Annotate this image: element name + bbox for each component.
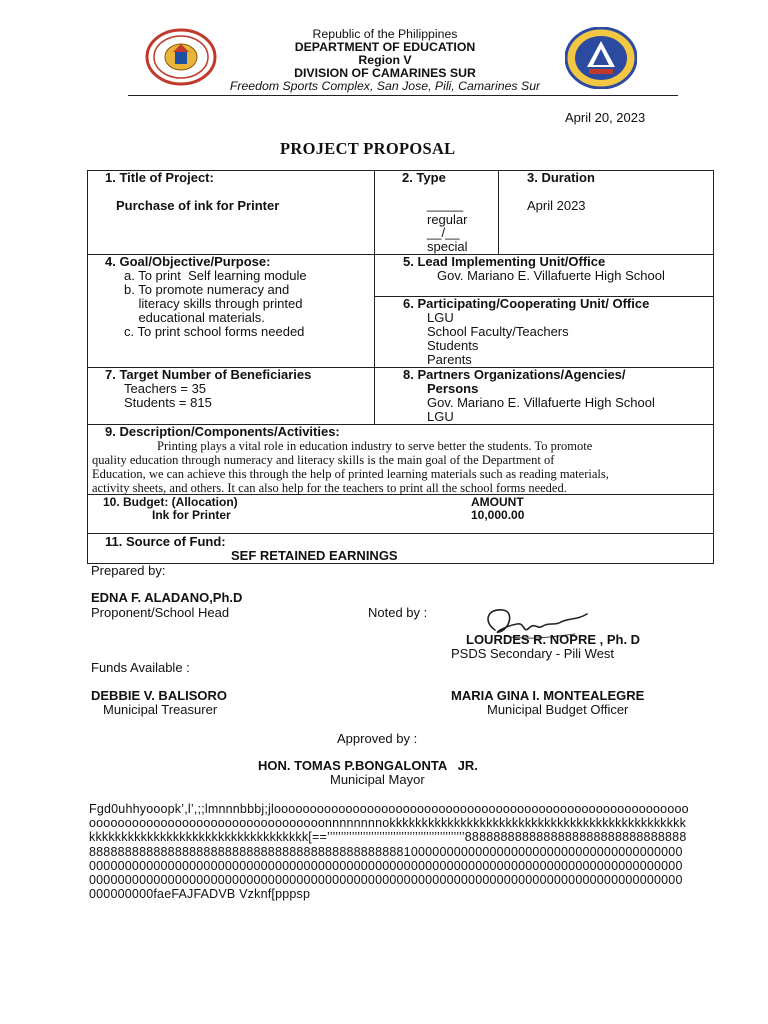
document-title: PROJECT PROPOSAL bbox=[280, 139, 456, 158]
goal-label: 4. Goal/Objective/Purpose: bbox=[105, 254, 271, 269]
description-line: Education, we can achieve this through the help of printed learning materials such as reading materials, bbox=[92, 467, 609, 481]
type-special: special bbox=[427, 239, 468, 254]
mayor-title: Municipal Mayor bbox=[330, 772, 425, 787]
type-regular: regular bbox=[427, 212, 468, 227]
description-line: activity sheets, and others. It can also help for the teachers to print all the school forms needed. bbox=[92, 481, 567, 495]
header-line-region: Region V bbox=[358, 53, 412, 67]
amount-value: 10,000.00 bbox=[471, 508, 525, 522]
partners-label-cont: Persons bbox=[427, 381, 479, 396]
participating-item: School Faculty/Teachers bbox=[427, 324, 569, 339]
title-of-project-label: 1. Title of Project: bbox=[105, 170, 214, 185]
goal-item: c. To print school forms needed bbox=[124, 324, 305, 339]
participating-label: 6. Participating/Cooperating Unit/ Office bbox=[403, 296, 650, 311]
duration-label: 3. Duration bbox=[527, 170, 595, 185]
budget-item: Ink for Printer bbox=[152, 508, 231, 522]
goal-item: literacy skills through printed bbox=[124, 296, 303, 311]
target-teachers: Teachers = 35 bbox=[124, 381, 207, 396]
participating-item: LGU bbox=[427, 310, 454, 325]
goal-item: b. To promote numeracy and bbox=[124, 282, 290, 297]
participating-item: Parents bbox=[427, 352, 472, 367]
type-special-checkmark: __/__ bbox=[427, 225, 460, 240]
header-line-department: DEPARTMENT OF EDUCATION bbox=[294, 40, 476, 54]
lead-label: 5. Lead Implementing Unit/Office bbox=[403, 254, 606, 269]
target-students: Students = 815 bbox=[124, 395, 212, 410]
description-line: quality education through numeracy and literacy skills is the main goal of the Department of bbox=[92, 453, 555, 467]
goal-item: educational materials. bbox=[124, 310, 265, 325]
fund-label: 11. Source of Fund: bbox=[105, 534, 226, 549]
description-label: 9. Description/Components/Activities: bbox=[105, 424, 340, 439]
document-date: April 20, 2023 bbox=[565, 110, 646, 125]
title-of-project-value: Purchase of ink for Printer bbox=[116, 198, 280, 213]
funds-available-label: Funds Available : bbox=[91, 660, 190, 675]
header-line-address: Freedom Sports Complex, San Jose, Pili, Camarines Sur bbox=[229, 79, 541, 93]
proponent-title: Proponent/School Head bbox=[91, 605, 230, 620]
partners-item: LGU bbox=[427, 409, 454, 424]
participating-item: Students bbox=[427, 338, 479, 353]
header-line-division: DIVISION OF CAMARINES SUR bbox=[294, 66, 476, 80]
mayor-name: HON. TOMAS P.BONGALONTA JR. bbox=[258, 758, 478, 773]
fund-value: SEF RETAINED EARNINGS bbox=[231, 548, 398, 563]
treasurer-name: DEBBIE V. BALISORO bbox=[91, 688, 228, 703]
lead-value: Gov. Mariano E. Villafuerte High School bbox=[437, 268, 665, 283]
header-line-republic: Republic of the Philippines bbox=[312, 27, 458, 41]
partners-label: 8. Partners Organizations/Agencies/ bbox=[403, 367, 626, 382]
goal-item: a. To print Self learning module bbox=[124, 268, 307, 283]
psds-name: LOURDES R. NOPRE , Ph. D bbox=[466, 632, 641, 647]
prepared-by-label: Prepared by: bbox=[91, 563, 166, 578]
budget-officer-name: MARIA GINA I. MONTEALEGRE bbox=[451, 688, 645, 703]
psds-title: PSDS Secondary - Pili West bbox=[451, 646, 615, 661]
amount-label: AMOUNT bbox=[471, 495, 524, 509]
type-regular-blank: _____ bbox=[427, 197, 464, 212]
approved-by-label: Approved by : bbox=[337, 731, 418, 746]
header-divider bbox=[128, 95, 678, 96]
garbled-text-block: Fgd0uhhyooopk’,l’,;;lmnnnbbbj;jlooooooooooooooooooooooooooooooooooooooooooooooooooooooooooooooooooooooooooooooooooooooooooonnnnnnnnokkkkkkkkkkkkkkkkkkkkkkkkkkkkkkkkkkkkkkkkkkkkkkkkkkkkkkkkkkkkkkkkkkkkkkkkkkkkkkkk[==’’’’’’’’’’’’’’’’’’’’’’’’’’’’’’’’’’’’’’’’’’’’’’’’’’8888888888888888888888888888888888888888888888888888888888888888888888888881000000000000000000000000000000000000000000000000000000000000000000000000000000000000000000000000000000000000000000000000000000000000000000000000000000000000000000000000000000000000000000000000000000000000000000000faeFAJFADVB Vzknf[pppsp bbox=[89, 802, 689, 902]
description-line: Printing plays a vital role in education industry to serve better the students. To promote bbox=[157, 439, 593, 453]
proponent-name: EDNA F. ALADANO,Ph.D bbox=[91, 590, 243, 605]
budget-officer-title: Municipal Budget Officer bbox=[487, 702, 629, 717]
partners-item: Gov. Mariano E. Villafuerte High School bbox=[427, 395, 655, 410]
duration-value: April 2023 bbox=[527, 198, 586, 213]
type-label: 2. Type bbox=[402, 170, 446, 185]
budget-label: 10. Budget: (Allocation) bbox=[103, 495, 238, 509]
target-label: 7. Target Number of Beneficiaries bbox=[105, 367, 312, 382]
noted-by-label: Noted by : bbox=[368, 605, 428, 620]
treasurer-title: Municipal Treasurer bbox=[103, 702, 218, 717]
